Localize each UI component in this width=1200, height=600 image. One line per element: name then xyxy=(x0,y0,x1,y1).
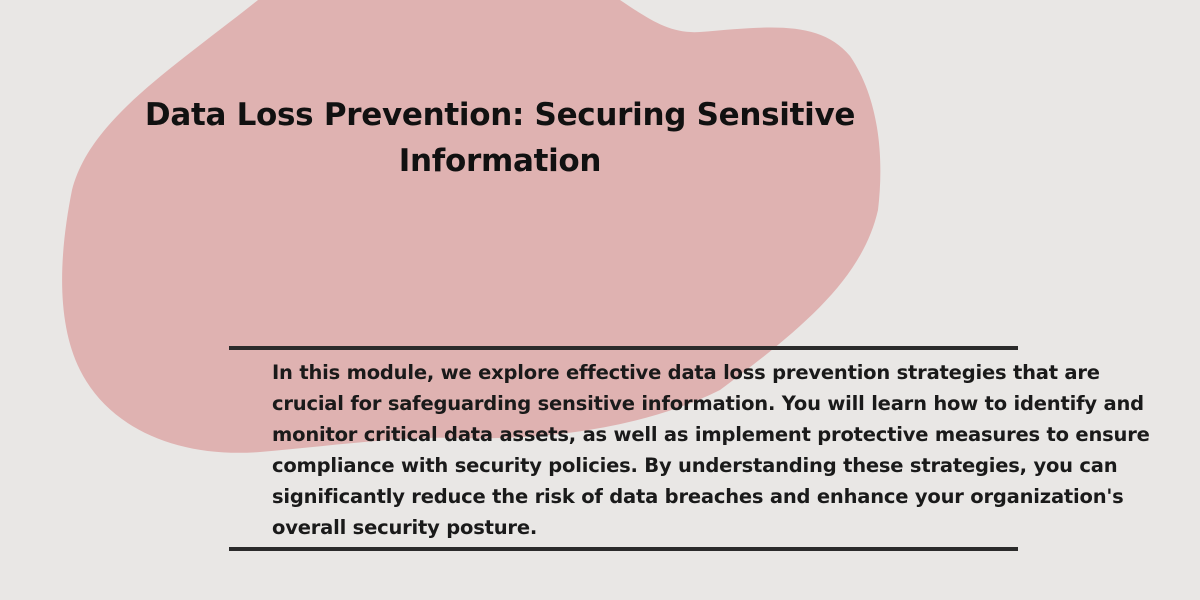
slide-title: Data Loss Prevention: Securing Sensitive Information xyxy=(144,97,856,179)
top-divider xyxy=(229,346,1018,350)
bottom-divider xyxy=(229,547,1018,551)
slide-description: In this module, we explore effective data loss prevention strategies that are crucial for safeguarding sensitive information. You will learn how to identify and monitor critical data assets, as well as implement protective measures to ensure compliance with security policies. By understanding these strategies, you can significantly reduce the risk of data breaches and enhance your organization's overall security posture. xyxy=(272,361,1150,539)
